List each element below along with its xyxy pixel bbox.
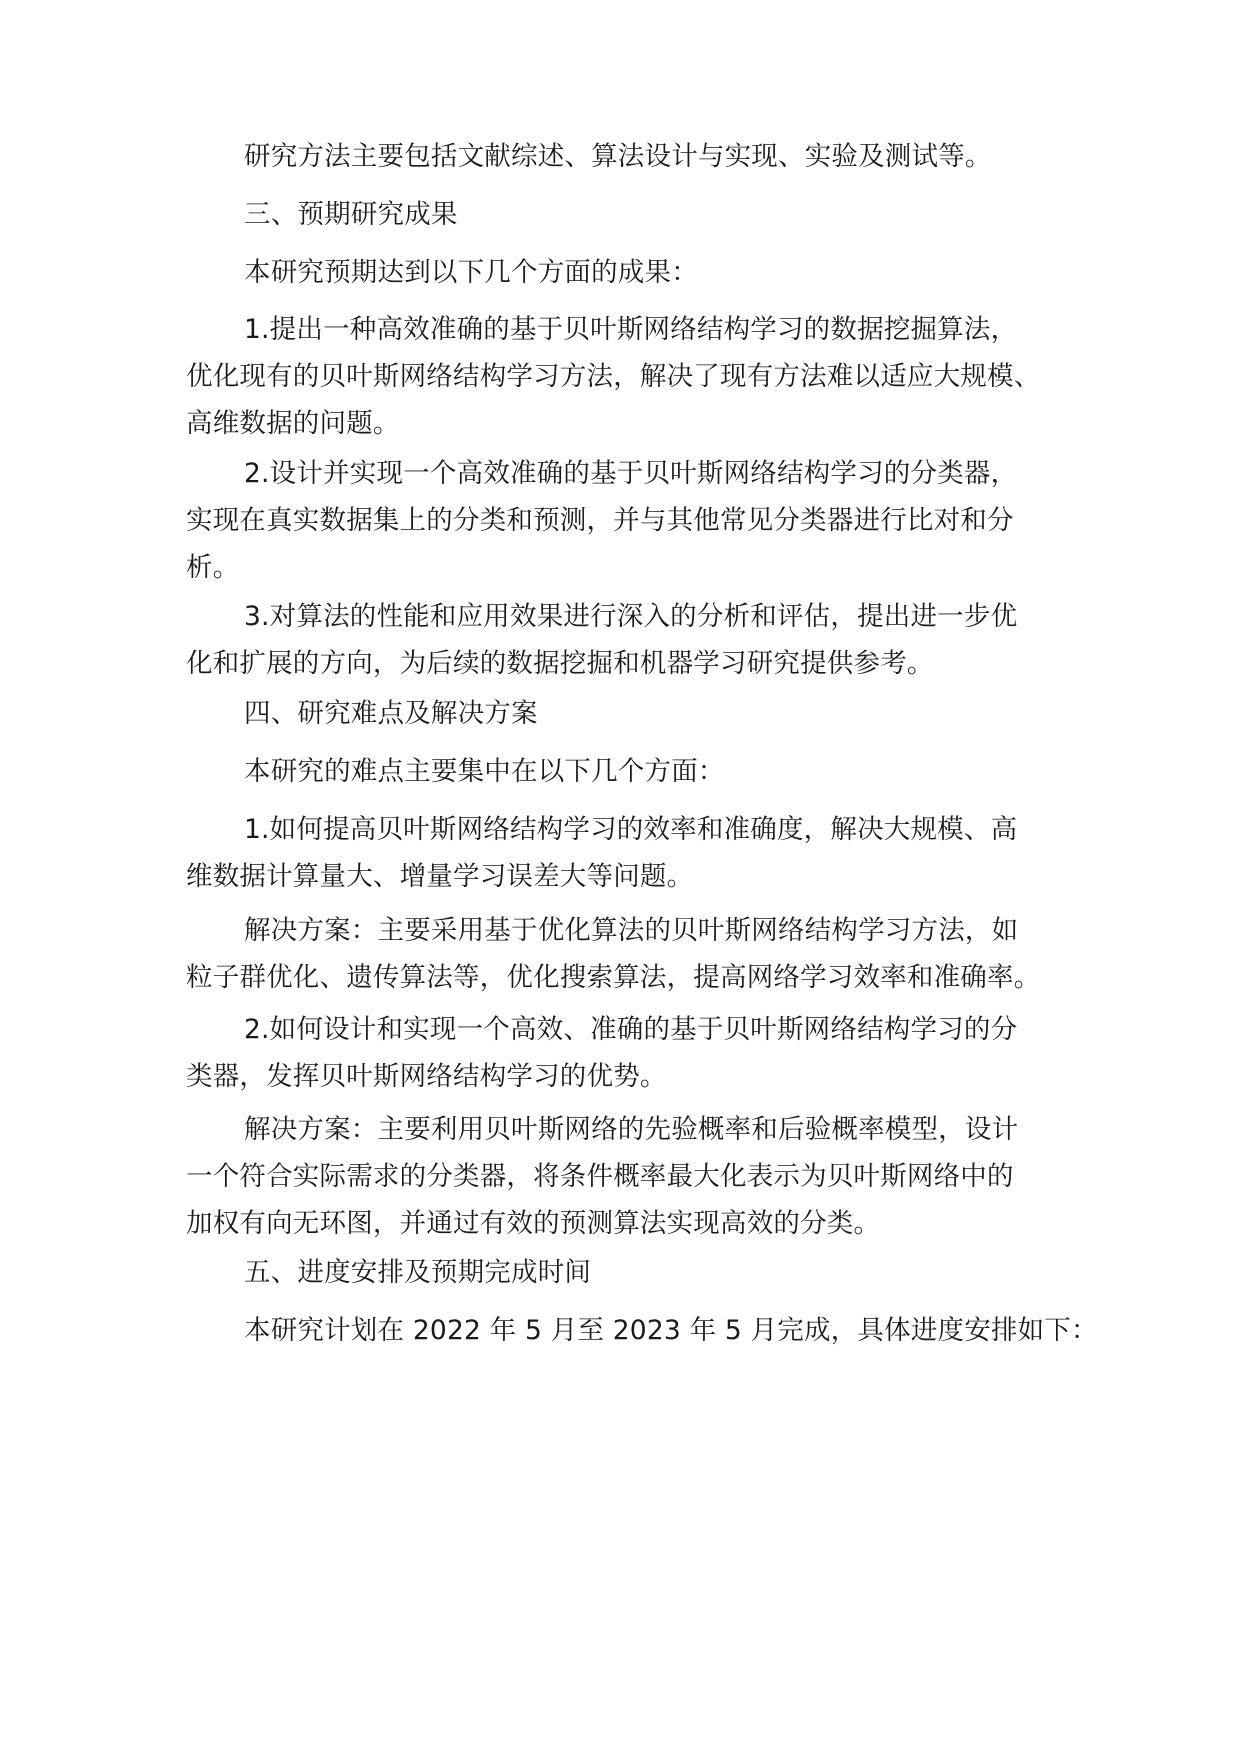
text-line: 实现在真实数据集上的分类和预测，并与其他常见分类器进行比对和分 [186,505,1014,536]
text-line: 优化现有的贝叶斯网络结构学习方法，解决了现有方法难以适应大规模、 [186,361,1041,392]
text-line: 高维数据的问题。 [186,408,400,439]
paragraph-difficulties-intro [186,748,1076,795]
text-line: 维数据计算量大、增量学习误差大等问题。 [186,861,694,892]
paragraph-schedule-intro [186,1307,1098,1354]
paragraph-result-3 [186,593,1076,687]
text-line: 2.如何设计和实现一个高效、准确的基于贝叶斯网络结构学习的分 [244,1014,1018,1045]
text-line: 本研究计划在 2022 年 5 月至 2023 年 5 月完成，具体进度安排如下： [244,1315,1098,1346]
text-line: 本研究的难点主要集中在以下几个方面： [244,756,725,787]
paragraph-difficulty-2 [186,1006,1076,1100]
text-line: 本研究预期达到以下几个方面的成果： [244,257,698,288]
text-line: 3.对算法的性能和应用效果进行深入的分析和评估，提出进一步优 [244,601,1018,632]
text-line: 一个符合实际需求的分类器，将条件概率最大化表示为贝叶斯网络中的 [186,1161,1014,1192]
paragraph-difficulty-1 [186,806,1076,900]
paragraph-expected-intro [186,249,1076,296]
text-line: 2.设计并实现一个高效准确的基于贝叶斯网络结构学习的分类器， [244,458,1018,489]
text-line: 四、研究难点及解决方案 [244,698,538,729]
paragraph-research-methods [186,133,1076,180]
text-line: 三、预期研究成果 [244,199,458,230]
paragraph-solution-2 [186,1106,1076,1247]
text-line: 研究方法主要包括文献综述、算法设计与实现、实验及测试等。 [244,141,992,172]
text-line: 加权有向无环图，并通过有效的预测算法实现高效的分类。 [186,1208,881,1239]
paragraph-result-2 [186,450,1076,591]
section-heading-schedule [186,1249,1076,1296]
section-heading-expected-results [186,191,1076,238]
text-line: 粒子群优化、遗传算法等，优化搜索算法，提高网络学习效率和准确率。 [186,962,1041,993]
text-line: 析。 [186,552,240,583]
paragraph-solution-1 [186,907,1076,1001]
text-line: 化和扩展的方向，为后续的数据挖掘和机器学习研究提供参考。 [186,648,934,679]
text-line: 1.如何提高贝叶斯网络结构学习的效率和准确度，解决大规模、高 [244,814,1018,845]
section-heading-difficulties [186,690,1076,737]
text-line: 解决方案：主要采用基于优化算法的贝叶斯网络结构学习方法，如 [244,915,1019,946]
text-line: 类器，发挥贝叶斯网络结构学习的优势。 [186,1061,667,1092]
paragraph-result-1 [186,306,1076,447]
text-line: 1.提出一种高效准确的基于贝叶斯网络结构学习的数据挖掘算法， [244,314,1018,345]
text-line: 解决方案：主要利用贝叶斯网络的先验概率和后验概率模型，设计 [244,1114,1019,1145]
text-line: 五、进度安排及预期完成时间 [244,1257,592,1288]
